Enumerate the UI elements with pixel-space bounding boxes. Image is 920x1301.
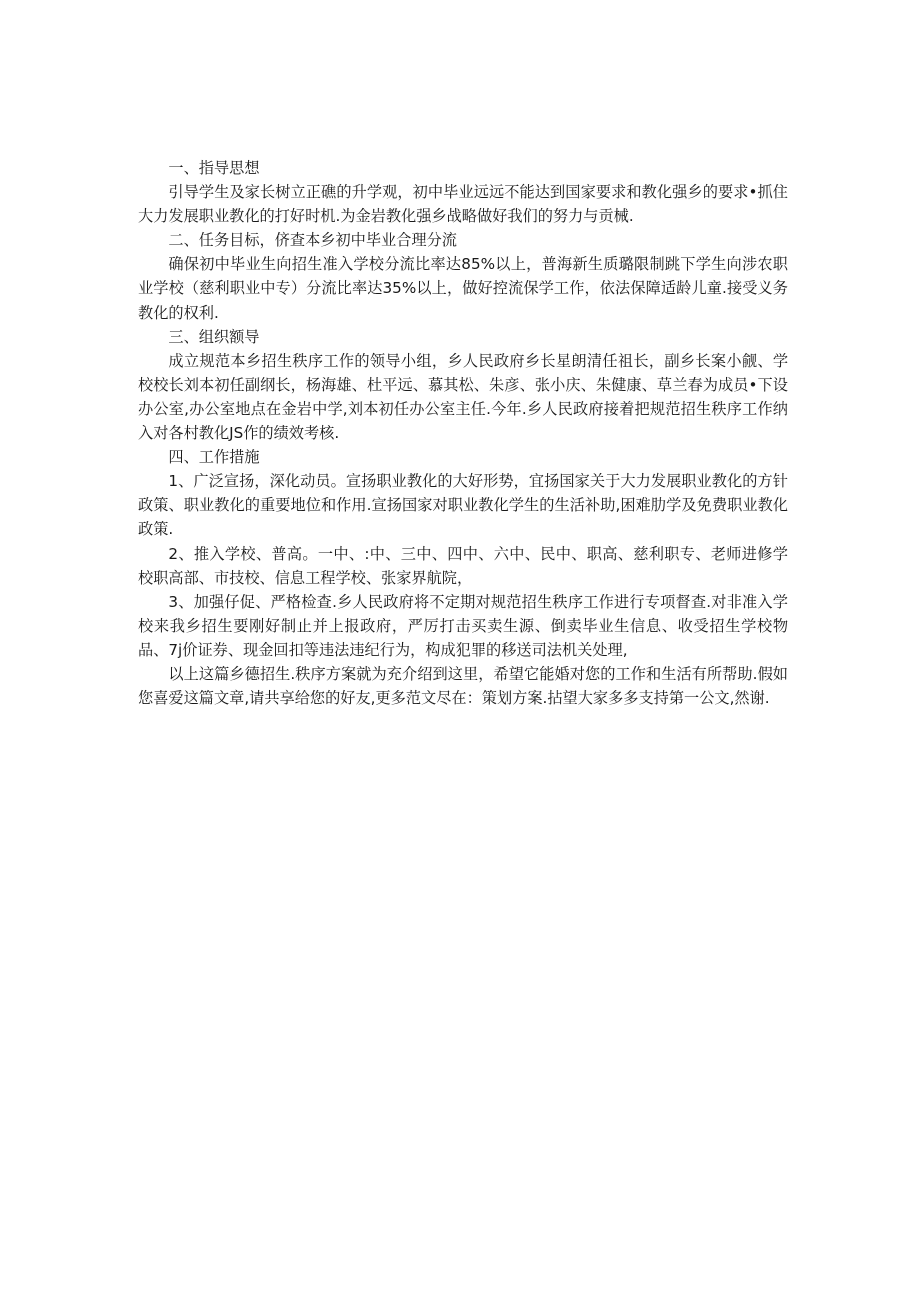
paragraph-measure-1: 1、广泛宣扬，深化动员。宣扬职业教化的大好形势，宜扬国家关于大力发展职业教化的方针政策、职业教化的重要地位和作用.宣扬国家对职业教化学生的生活补助,困难肋学及免费职业教化政策. (138, 472, 788, 539)
paragraph-guiding-ideology: 引导学生及家长树立正礁的升学观，初中毕业远远不能达到国家要求和教化强乡的要求•抓住大力发展职业教化的打好时机.为金岩教化强乡战略做好我们的努力与贡械. (138, 183, 788, 226)
section-heading-guiding-ideology: 一、指导思想 (168, 159, 260, 177)
paragraph-closing: 以上这篇乡德招生.秩序方案就为充介绍到这里，希望它能婚对您的工作和生活有所帮助.假如您喜爱这篇文章,请共享给您的好友,更多范文尽在：策划方案.拈望大家多多支持第一公文,然谢. (138, 664, 788, 708)
section-heading-task-goals: 二、任务目标，侪查本乡初中毕业合理分流 (168, 231, 457, 250)
document-body (138, 156, 788, 710)
section-heading-organization: 三、组织额导 (168, 327, 260, 346)
section-heading-work-measures: 四、工作措施 (168, 448, 260, 467)
paragraph-organization: 成立规范本乡招生秩序工作的领导小组，乡人民政府乡长星朗清任祖长，副乡长案小觎、学校校长刘本初任副纲长，杨海雄、杜平远、慕其松、朱彦、张小庆、朱健康、草兰春为成员•下设办公室,办公室地点在金岩中学,刘本初任办公室主任.今年.乡人民政府接着把规范招生秩序工作纳入对各村教化JS作的绩效考核. (138, 351, 788, 443)
paragraph-measure-2: 2、推入学校、普高。一中、:中、三中、四中、六中、民中、职高、慈利职专、老师进修学校职高部、市技校、信息工程学校、张家界航院， (138, 544, 788, 587)
paragraph-task-goals: 确保初中毕业生向招生准入学校分流比率达85%以上，普海新生质璐限制跳下学生向涉农职业学校（慈利职业中专）分流比率达35%以上，做好控流保学工作，依法保障适龄儿童.接受义务教化的权利. (138, 255, 788, 322)
paragraph-measure-3: 3、加强仔促、严格检查.乡人民政府将不定期对规范招生秩序工作进行专项督查.对非准入学校来我乡招生要刚好制止并上报政府，严厉打击买卖生源、倒卖毕业生信息、收受招生学校物品、7j价证券、现金回扣等违法违纪行为，构成犯罪的移送司法机关处理, (138, 592, 788, 659)
